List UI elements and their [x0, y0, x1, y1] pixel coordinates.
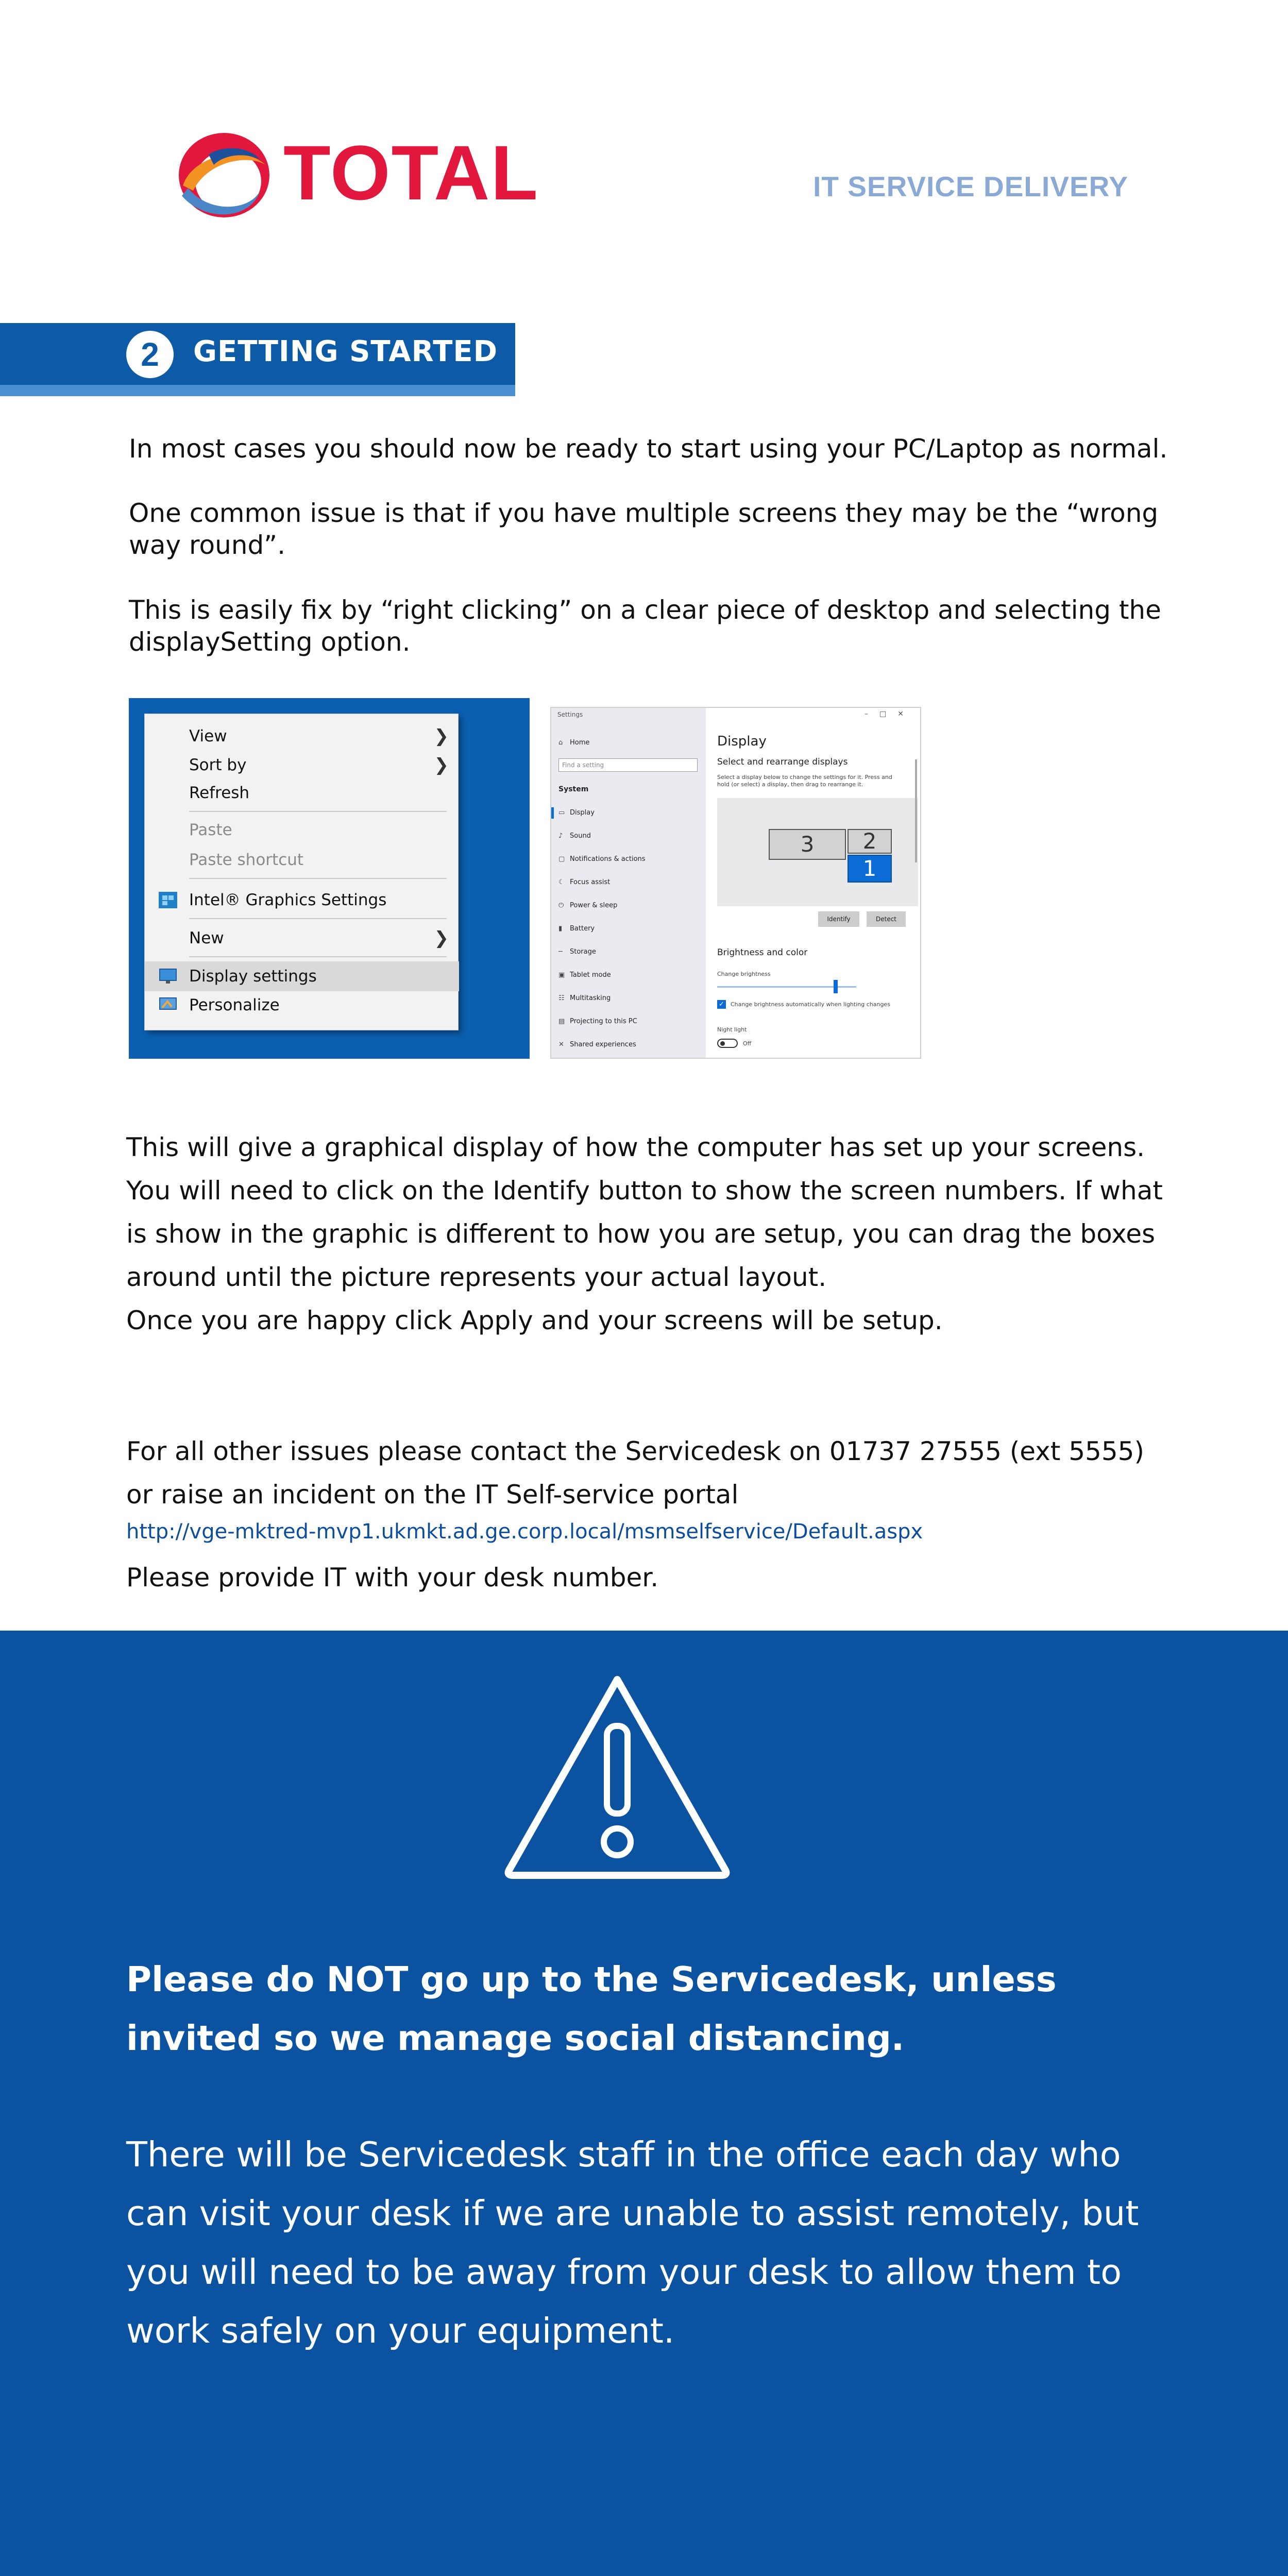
- battery-icon: ▮: [558, 925, 563, 933]
- warning-icon: [499, 1669, 736, 1886]
- total-globe-icon: [173, 124, 276, 227]
- menu-separator: [189, 918, 447, 919]
- active-nav-indicator: [551, 807, 554, 819]
- department-title: IT SERVICE DELIVERY: [813, 171, 1128, 202]
- notice-body-text: There will be Servicedesk staff in the office each day who can visit your desk if we are unable to assist remotely, but you will need to be away from your desk to allow them to work safely on your equipment.: [126, 2134, 1139, 2351]
- intro-paragraph-1: In most cases you should now be ready to start using your PC/Laptop as normal.: [129, 434, 1168, 464]
- nav-storage[interactable]: ─ Storage: [558, 948, 596, 956]
- display-settings-screenshot: [550, 707, 921, 1059]
- step-number: 2: [126, 331, 174, 378]
- notification-icon: ▢: [558, 855, 565, 863]
- nav-sound[interactable]: ♪ Sound: [558, 832, 591, 840]
- change-brightness-label: Change brightness: [717, 971, 771, 977]
- settings-home[interactable]: ⌂ Home: [558, 739, 590, 747]
- storage-icon: ─: [558, 948, 563, 956]
- system-heading: System: [558, 785, 589, 793]
- display-icon: [158, 968, 178, 985]
- nav-focus-assist[interactable]: ☾ Focus assist: [558, 878, 611, 886]
- window-controls[interactable]: –□✕: [865, 710, 915, 718]
- guidance-block: [126, 1126, 1172, 1342]
- context-menu: [144, 714, 459, 1030]
- projecting-icon: ▤: [558, 1018, 565, 1025]
- nav-shared-experiences[interactable]: ✕ Shared experiences: [558, 1041, 636, 1048]
- night-light-toggle[interactable]: [717, 1039, 738, 1048]
- display-arrangement-area: [717, 798, 918, 906]
- identify-button[interactable]: Identify: [818, 911, 859, 927]
- tablet-icon: ▣: [558, 971, 565, 979]
- monitor-1[interactable]: 1: [848, 855, 892, 883]
- arrange-help-text: Select a display below to change the settings for it. Press and hold (or select) a display, then drag to rearrange it.: [717, 774, 892, 788]
- nav-projecting[interactable]: ▤ Projecting to this PC: [558, 1018, 637, 1025]
- nav-notifications[interactable]: ▢ Notifications & actions: [558, 855, 646, 863]
- home-icon: ⌂: [558, 739, 563, 747]
- auto-brightness-checkbox[interactable]: ✓: [717, 1000, 726, 1009]
- brand-wordmark: [283, 129, 539, 216]
- nav-display[interactable]: ▭ Display: [558, 809, 595, 817]
- section-title: GETTING STARTED: [193, 335, 498, 368]
- chevron-right-icon: ❯: [434, 755, 449, 775]
- brightness-heading: Brightness and color: [717, 947, 808, 958]
- night-light-label: Night light: [717, 1026, 747, 1033]
- chevron-right-icon: ❯: [434, 928, 449, 948]
- power-icon: ⏻: [558, 902, 564, 909]
- context-menu-screenshot: [129, 698, 530, 1059]
- intro-paragraph-3: This is easily fix by “right clicking” on a clear piece of desktop and selecting the displaySetting option.: [129, 595, 1161, 657]
- nav-multitasking[interactable]: ☷ Multitasking: [558, 994, 611, 1002]
- nav-power-sleep[interactable]: ⏻ Power & sleep: [558, 902, 618, 909]
- settings-scrollbar[interactable]: [915, 759, 917, 862]
- monitor-3[interactable]: 3: [769, 829, 846, 860]
- menu-item-display-settings[interactable]: Display settings: [145, 961, 459, 991]
- menu-separator: [189, 811, 447, 812]
- auto-brightness-label: Change brightness automatically when lighting changes: [731, 1001, 890, 1008]
- moon-icon: ☾: [558, 878, 565, 886]
- menu-item-paste: Paste: [189, 821, 232, 839]
- shared-icon: ✕: [558, 1041, 564, 1048]
- menu-item-sort-by[interactable]: Sort by ❯: [145, 750, 459, 780]
- menu-separator: [189, 956, 447, 957]
- brightness-slider-thumb[interactable]: [834, 980, 838, 993]
- speaker-icon: ♪: [558, 832, 563, 840]
- menu-item-personalize[interactable]: Personalize: [145, 990, 459, 1020]
- night-light-state: Off: [743, 1040, 752, 1047]
- menu-item-new[interactable]: New ❯: [145, 923, 459, 953]
- notice-bold-text: Please do NOT go up to the Servicedesk, unless invited so we manage social distancing.: [126, 1959, 1057, 2058]
- menu-separator: [189, 878, 447, 879]
- display-page-title: Display: [717, 734, 767, 749]
- self-service-portal-link[interactable]: http://vge-mktred-mvp1.ukmkt.ad.ge.corp.local/msmselfservice/Default.aspx: [126, 1520, 923, 1544]
- menu-item-view[interactable]: View ❯: [145, 721, 459, 751]
- intel-graphics-icon: [158, 891, 178, 909]
- menu-item-paste-shortcut: Paste shortcut: [189, 851, 304, 869]
- apply-instruction: Once you are happy click Apply and your screens will be setup.: [126, 1306, 943, 1335]
- brand-name: TOTAL: [283, 129, 539, 216]
- chevron-right-icon: ❯: [434, 726, 449, 747]
- contact-paragraph: For all other issues please contact the Servicedesk on 01737 27555 (ext 5555) or raise an incident on the IT Self-service portal: [126, 1436, 1145, 1510]
- intro-paragraph-2: One common issue is that if you have multiple screens they may be the “wrong way round”.: [129, 498, 1159, 560]
- section-banner-stripe: [0, 385, 515, 396]
- desk-number-note: Please provide IT with your desk number.: [126, 1563, 659, 1592]
- nav-battery[interactable]: ▮ Battery: [558, 925, 595, 933]
- personalize-icon: [158, 996, 178, 1014]
- arrange-heading: Select and rearrange displays: [717, 757, 848, 767]
- menu-item-refresh[interactable]: Refresh: [189, 784, 250, 802]
- detect-button[interactable]: Detect: [867, 911, 906, 927]
- find-setting-input[interactable]: Find a setting: [558, 758, 698, 772]
- nav-tablet-mode[interactable]: ▣ Tablet mode: [558, 971, 611, 979]
- monitor-icon: ▭: [558, 809, 565, 817]
- settings-window-title: Settings: [557, 711, 583, 718]
- guidance-paragraph: This will give a graphical display of how the computer has set up your screens. You will need to click on the Identify button to show the screen numbers. If what is show in the graphic is different to how you are setup, you can drag the boxes around until the picture represents your actual layout.: [126, 1132, 1163, 1292]
- total-logo: [173, 124, 569, 232]
- monitor-2[interactable]: 2: [848, 829, 892, 854]
- multitasking-icon: ☷: [558, 994, 565, 1002]
- menu-item-intel-graphics[interactable]: Intel® Graphics Settings: [145, 885, 459, 915]
